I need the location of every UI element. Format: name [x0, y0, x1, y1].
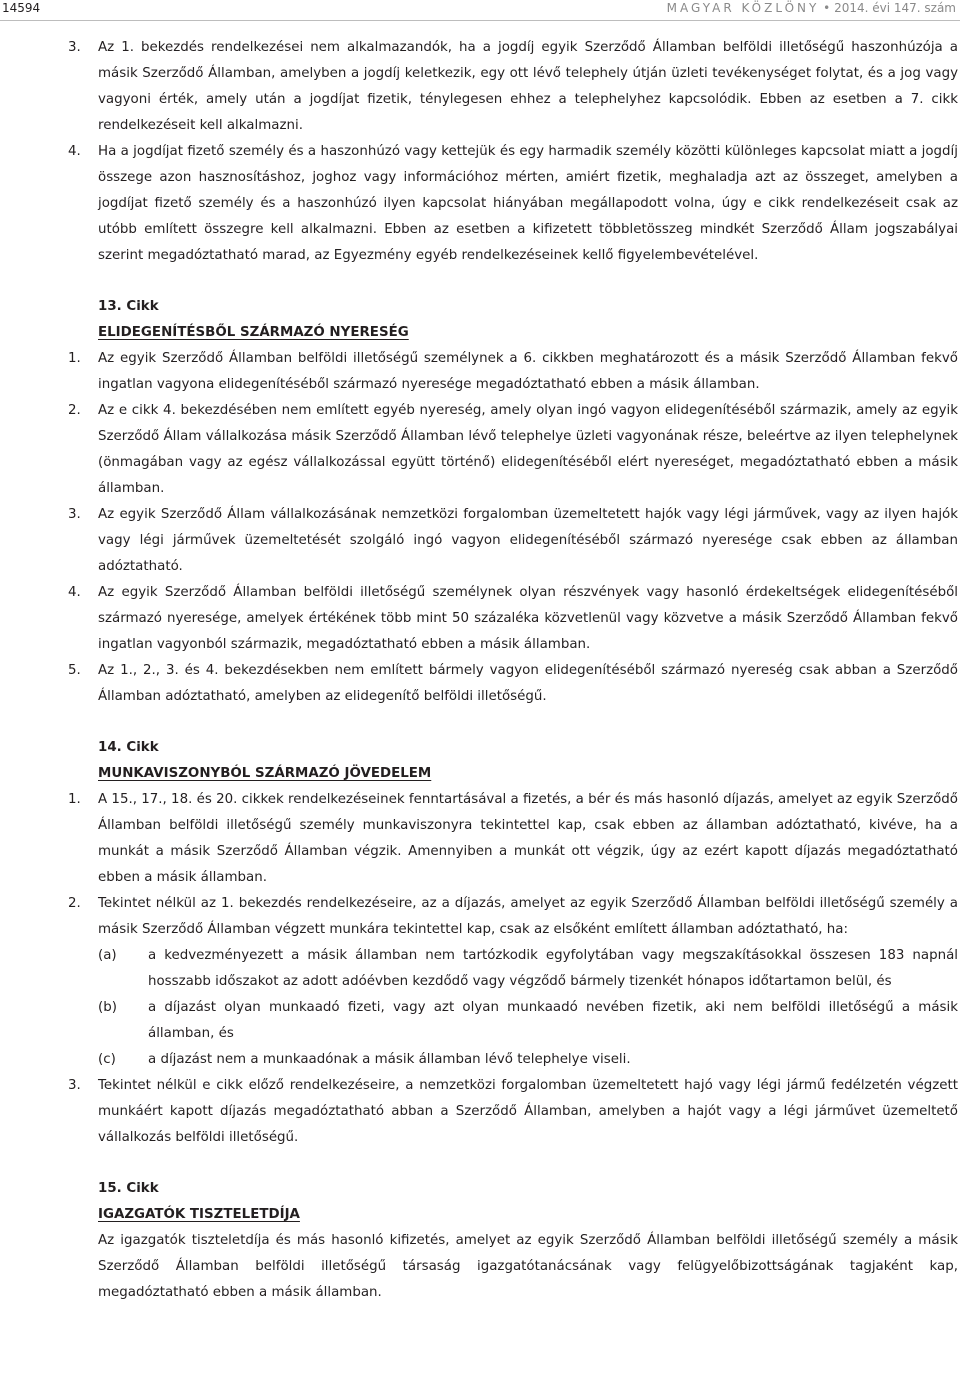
paragraph-number: 1.: [68, 351, 81, 366]
article-15-title: IGAZGATÓK TISZTELETDÍJA: [98, 1207, 300, 1222]
subitem-label: (a): [98, 948, 117, 963]
paragraph-number: 1.: [68, 792, 81, 807]
running-header: [0, 0, 960, 22]
paragraph-text: Tekintet nélkül az 1. bekezdés rendelkezéseire, az a díjazás, amelyet az egyik Szerződő Államban belföldi illetőségű személy a másik Szerződő Államban végzett munkára tekintettel kap, csak az elsőként említett államban adóztatható, ha:: [98, 896, 958, 937]
article-14-number: 14. Cikk: [98, 740, 159, 755]
paragraph-number: 2.: [68, 403, 81, 418]
paragraph-number: 3.: [68, 1078, 81, 1093]
paragraph-text: A 15., 17., 18. és 20. cikkek rendelkezéseinek fenntartásával a fizetés, a bér és más hasonló díjazás, amelyet az egyik Szerződő Államban belföldi illetőségű személy munkaviszonyra tekintettel kap, csak ebben az államban adóztatható, kivéve, ha a munkát a másik Szerződő Államban végzik. Amennyiben a munkát ott végzik, úgy az ezért kapott díjazás megadóztatható ebben a másik államban.: [98, 792, 958, 885]
article-13-number: 13. Cikk: [98, 299, 159, 314]
paragraph-number: 4.: [68, 144, 81, 159]
paragraph-text: Tekintet nélkül e cikk előző rendelkezéseire, a nemzetközi forgalomban üzemeltetett hajó vagy légi jármű fedélzetén végzett munkáért kapott díjazás megadóztatható abban a Szerződő Államban, amelyben a hajót vagy a légi járművet üzemeltető vállalkozás belföldi illetőségű.: [98, 1078, 958, 1145]
subitem-label: (b): [98, 1000, 117, 1015]
article-12-paragraph-4: [68, 139, 958, 269]
article-13-paragraph-5: [68, 658, 958, 710]
subitem-text: a díjazást nem a munkaadónak a másik államban lévő telephelye viseli.: [148, 1052, 631, 1067]
paragraph-text: Az egyik Szerződő Államban belföldi illetőségű személynek olyan részvények vagy hasonló érdekeltségek elidegenítéséből származó nyeresége, amelyek értékének több mint 50 százaléka közvetlenül vagy közvetve a másik Szerződő Államban fekvő ingatlan vagyonból származik, megadóztatható ebben a másik államban.: [98, 585, 958, 652]
paragraph-text: Az egyik Szerződő Államban belföldi illetőségű személynek a 6. cikkben meghatározott és a másik Szerződő Államban fekvő ingatlan vagyona elidegenítéséből származó nyeresége megadóztatható ebben a másik államban.: [98, 351, 958, 392]
article-14-paragraph-3: [68, 1073, 958, 1151]
article-13-paragraph-4: [68, 580, 958, 658]
subitem-label: (c): [98, 1052, 116, 1067]
article-14-paragraph-2: [68, 891, 958, 943]
article-15-number: 15. Cikk: [98, 1181, 159, 1196]
journal-issue: • 2014. évi 147. szám: [819, 1, 956, 15]
paragraph-number: 4.: [68, 585, 81, 600]
paragraph-number: 2.: [68, 896, 81, 911]
article-14-subitem-a: [68, 943, 958, 995]
subitem-text: a díjazást olyan munkaadó fizeti, vagy azt olyan munkaadó nevében fizetik, aki nem belföldi illetőségű a másik államban, és: [148, 1000, 958, 1041]
article-13-paragraph-1: [68, 346, 958, 398]
header-rule: [0, 20, 960, 21]
article-13-title: ELIDEGENÍTÉSBŐL SZÁRMAZÓ NYERESÉG: [98, 325, 409, 340]
article-14-subitem-b: [68, 995, 958, 1047]
paragraph-number: 3.: [68, 40, 81, 55]
document-body: [68, 35, 958, 1306]
article-15-text: Az igazgatók tiszteletdíja és más hasonló kifizetés, amelyet az egyik Szerződő Államban belföldi illetőségű személy a másik Szerződő Államban belföldi illetőségű társaság igazgatótanácsának vagy felügyelőbizottságának tagjaként kap, megadóztatható ebben a másik államban.: [98, 1233, 958, 1300]
journal-reference: [667, 0, 956, 16]
article-13-paragraph-2: [68, 398, 958, 502]
article-14-subitem-c: [68, 1047, 958, 1073]
paragraph-text: Az 1. bekezdés rendelkezései nem alkalmazandók, ha a jogdíj egyik Szerződő Államban belföldi illetőségű haszonhúzója a másik Szerződő Államban, amelyben a jogdíj keletkezik, egy ott lévő telephely útján üzleti tevékenységet folytat, és a jog vagy vagyoni érték, amely után a jogdíjat fizetik, ténylegesen ehhez a telephelyhez kapcsolódik. Ebben az esetben a 7. cikk rendelkezéseit kell alkalmazni.: [98, 40, 958, 133]
article-14-paragraph-1: [68, 787, 958, 891]
article-14-title: MUNKAVISZONYBÓL SZÁRMAZÓ JÖVEDELEM: [98, 766, 432, 781]
journal-title: MAGYAR KÖZLÖNY: [666, 1, 820, 15]
paragraph-number: 5.: [68, 663, 81, 678]
paragraph-text: Az e cikk 4. bekezdésében nem említett egyéb nyereség, amely olyan ingó vagyon elidegenítéséből származik, amely az egyik Szerződő Állam vállalkozása másik Szerződő Államban lévő telephelye üzleti vagyonának része, beleértve az ilyen telephelynek (önmagában vagy az egész vállalkozással együtt történő) elidegenítéséből elért nyereséget, megadóztatható ebben a másik államban.: [98, 403, 958, 496]
page-number: 14594: [2, 1, 41, 15]
paragraph-text: Az 1., 2., 3. és 4. bekezdésekben nem említett bármely vagyon elidegenítéséből származó nyereség csak abban a Szerződő Államban adóztatható, amelyben az elidegenítő belföldi illetőségű.: [98, 663, 958, 704]
subitem-text: a kedvezményezett a másik államban nem tartózkodik egyfolytában vagy megszakításokkal összesen 183 napnál hosszabb időszakot az adott adóévben kezdődő vagy végződő bármely tizenkét hónapos időtartamon belül, és: [148, 948, 958, 989]
article-12-paragraph-3: [68, 35, 958, 139]
paragraph-text: Az egyik Szerződő Állam vállalkozásának nemzetközi forgalomban üzemeltetett hajók vagy légi járművek, vagy az ilyen hajók vagy légi járművek üzemeltetését szolgáló ingó vagyon elidegenítéséből származó nyeresége csak ebben az államban adóztatható.: [98, 507, 958, 574]
paragraph-text: Ha a jogdíjat fizető személy és a haszonhúzó vagy kettejük és egy harmadik személy közötti különleges kapcsolat miatt a jogdíj összege azon hasznosításhoz, joghoz vagy információhoz mérten, amiért fizetik, meghaladja azt az összeget, amelyben a jogdíjat fizető személy és a haszonhúzó ilyen kapcsolat hiányában megállapodott volna, úgy e cikk rendelkezéseit csak az utóbb említett összegre kell alkalmazni. Ebben az esetben a kifizetett többletösszeg mindkét Szerződő Állam jogszabályai szerint megadóztatható marad, az Egyezmény egyéb rendelkezéseinek kellő figyelembevételével.: [98, 144, 958, 263]
paragraph-number: 3.: [68, 507, 81, 522]
article-13-paragraph-3: [68, 502, 958, 580]
